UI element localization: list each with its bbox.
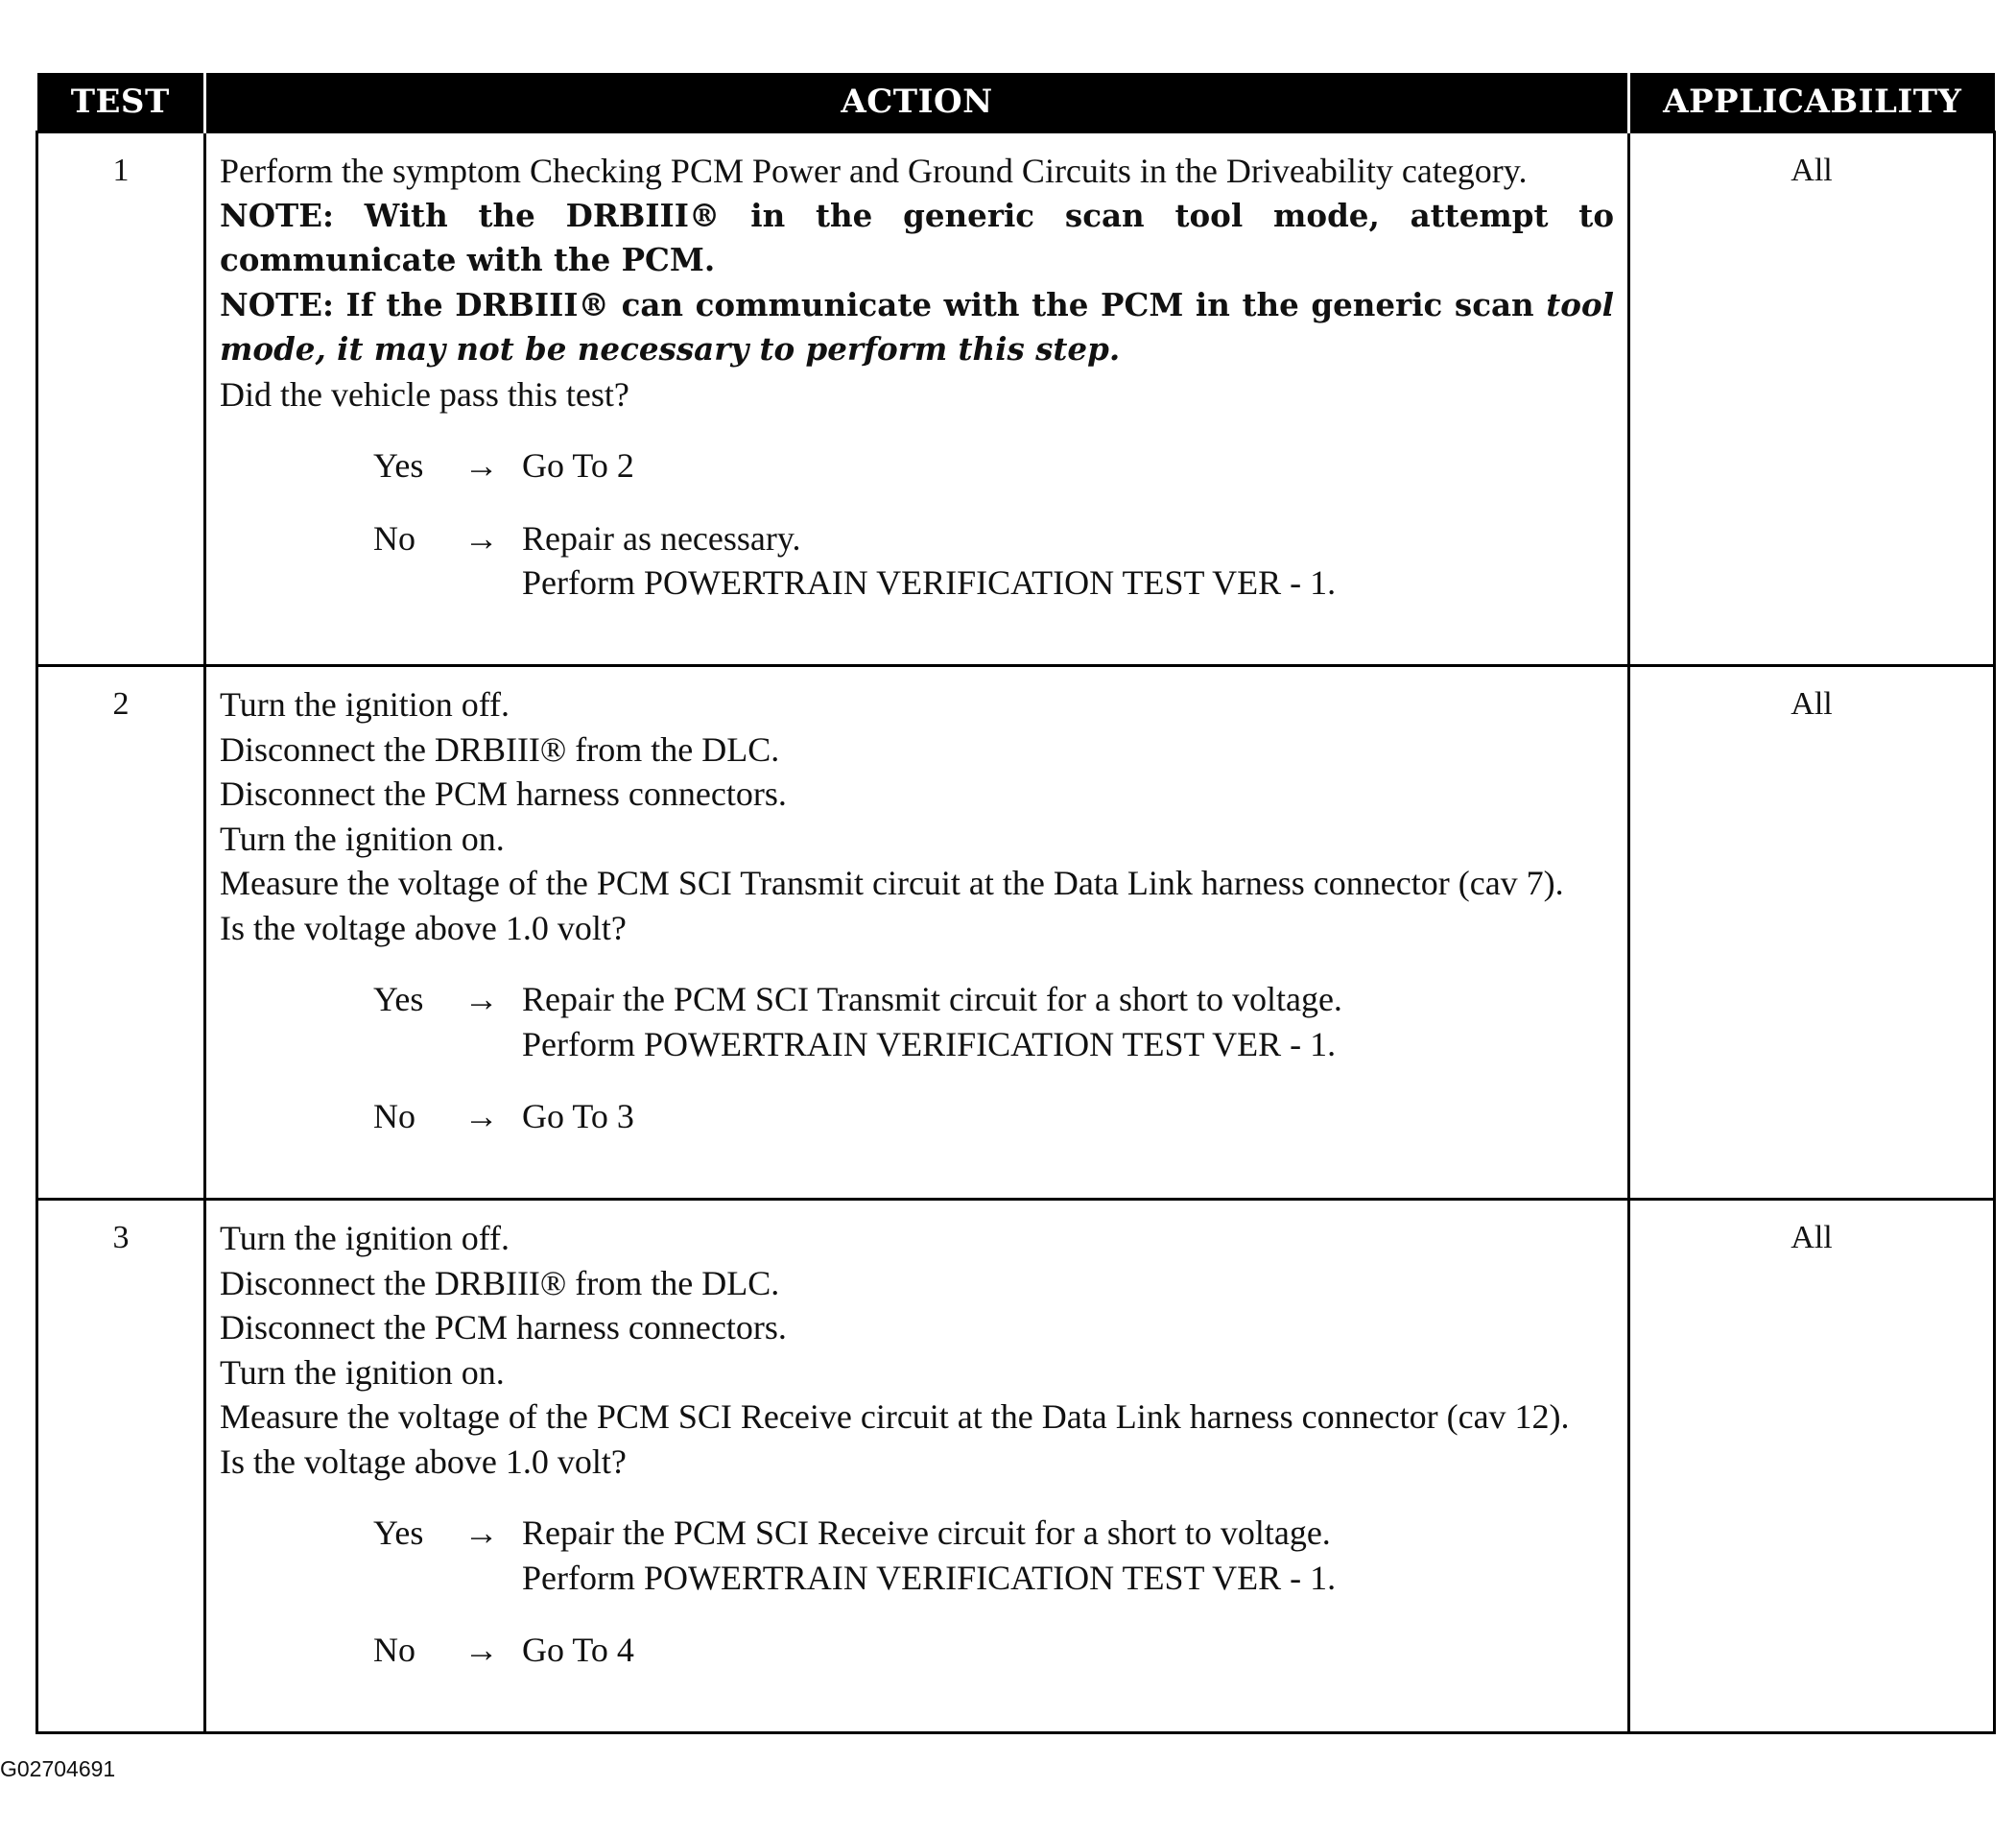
table-row xyxy=(37,666,1995,1200)
result-line: Perform POWERTRAIN VERIFICATION TEST VER - 1. xyxy=(522,1024,1337,1063)
no-result xyxy=(522,1628,1614,1673)
yes-label: Yes xyxy=(373,980,424,1018)
action-line: Measure the voltage of the PCM SCI Transmit circuit at the Data Link harness connector (cav 7). xyxy=(220,864,1564,902)
table-row xyxy=(37,1200,1995,1733)
action-line: Disconnect the DRBIII® from the DLC. xyxy=(220,1263,780,1302)
action-line: Disconnect the DRBIII® from the DLC. xyxy=(220,729,780,769)
arrow-right-icon: → xyxy=(463,518,499,558)
no-answer xyxy=(373,516,1614,606)
figure-id: G02704691 xyxy=(0,1756,116,1781)
action-cell xyxy=(205,132,1629,666)
action-line: Turn the ignition on. xyxy=(220,1352,505,1392)
action-line: Turn the ignition off. xyxy=(220,1219,510,1257)
no-answer xyxy=(373,1628,1614,1673)
yes-result xyxy=(522,443,1614,489)
applicability-value: All xyxy=(1629,132,1995,666)
note-italic-text: tool mode, it may not be necessary to perform this step. xyxy=(220,285,1614,368)
result-line: Go To 2 xyxy=(522,446,634,485)
header-test: TEST xyxy=(37,73,205,132)
applicability-value: All xyxy=(1629,1200,1995,1733)
yes-answer xyxy=(373,443,1614,489)
result-line: Perform POWERTRAIN VERIFICATION TEST VER - 1. xyxy=(522,563,1337,602)
result-line: Repair the PCM SCI Transmit circuit for a short to voltage. xyxy=(522,980,1342,1018)
action-line: Disconnect the PCM harness connectors. xyxy=(220,775,787,813)
arrow-right-icon: → xyxy=(463,1097,499,1135)
answer-list xyxy=(373,1511,1614,1673)
applicability-value: All xyxy=(1629,666,1995,1200)
test-number: 1 xyxy=(37,132,205,666)
answer-list xyxy=(373,977,1614,1139)
question-text: Did the vehicle pass this test? xyxy=(220,374,629,414)
action-cell xyxy=(205,666,1629,1200)
no-label: No xyxy=(373,1631,415,1669)
question-text: Is the voltage above 1.0 volt? xyxy=(220,1442,627,1481)
header-applicability: APPLICABILITY xyxy=(1629,73,1995,132)
note-bold-text: NOTE: If the DRBIII® can communicate with the PCM in the generic scan xyxy=(220,285,1534,323)
answer-list xyxy=(373,443,1614,606)
arrow-right-icon: → xyxy=(463,446,499,485)
yes-answer xyxy=(373,1511,1614,1600)
arrow-right-icon: → xyxy=(463,1513,499,1552)
result-line: Perform POWERTRAIN VERIFICATION TEST VER - 1. xyxy=(522,1558,1337,1597)
result-line: Go To 3 xyxy=(522,1097,634,1135)
no-label: No xyxy=(373,1097,415,1135)
result-line: Repair as necessary. xyxy=(522,518,801,558)
yes-result xyxy=(522,977,1614,1066)
result-line: Go To 4 xyxy=(522,1631,634,1669)
action-line: Measure the voltage of the PCM SCI Receive circuit at the Data Link harness connector (cav 12). xyxy=(220,1397,1570,1436)
arrow-right-icon: → xyxy=(463,980,499,1018)
result-line: Repair the PCM SCI Receive circuit for a short to voltage. xyxy=(522,1513,1331,1552)
table-header-row xyxy=(37,73,1995,132)
note-text: NOTE: With the DRBIII® in the generic scan tool mode, attempt to communicate with the PCM. xyxy=(220,196,1614,278)
action-line: Disconnect the PCM harness connectors. xyxy=(220,1308,787,1346)
no-result xyxy=(522,516,1614,606)
no-answer xyxy=(373,1094,1614,1139)
table-row xyxy=(37,132,1995,666)
yes-label: Yes xyxy=(373,1513,424,1552)
yes-answer xyxy=(373,977,1614,1066)
yes-label: Yes xyxy=(373,446,424,485)
action-line: Turn the ignition on. xyxy=(220,819,505,858)
action-cell xyxy=(205,1200,1629,1733)
header-action: ACTION xyxy=(205,73,1629,132)
no-label: No xyxy=(373,518,415,558)
yes-result xyxy=(522,1511,1614,1600)
note-text xyxy=(220,283,1614,372)
no-result xyxy=(522,1094,1614,1139)
arrow-right-icon: → xyxy=(463,1631,499,1669)
test-number: 2 xyxy=(37,666,205,1200)
action-line: Perform the symptom Checking PCM Power and Ground Circuits in the Driveability category. xyxy=(220,152,1528,190)
diagnostic-test-table xyxy=(36,73,1996,1734)
test-number: 3 xyxy=(37,1200,205,1733)
question-text: Is the voltage above 1.0 volt? xyxy=(220,908,627,947)
action-line: Turn the ignition off. xyxy=(220,685,510,724)
